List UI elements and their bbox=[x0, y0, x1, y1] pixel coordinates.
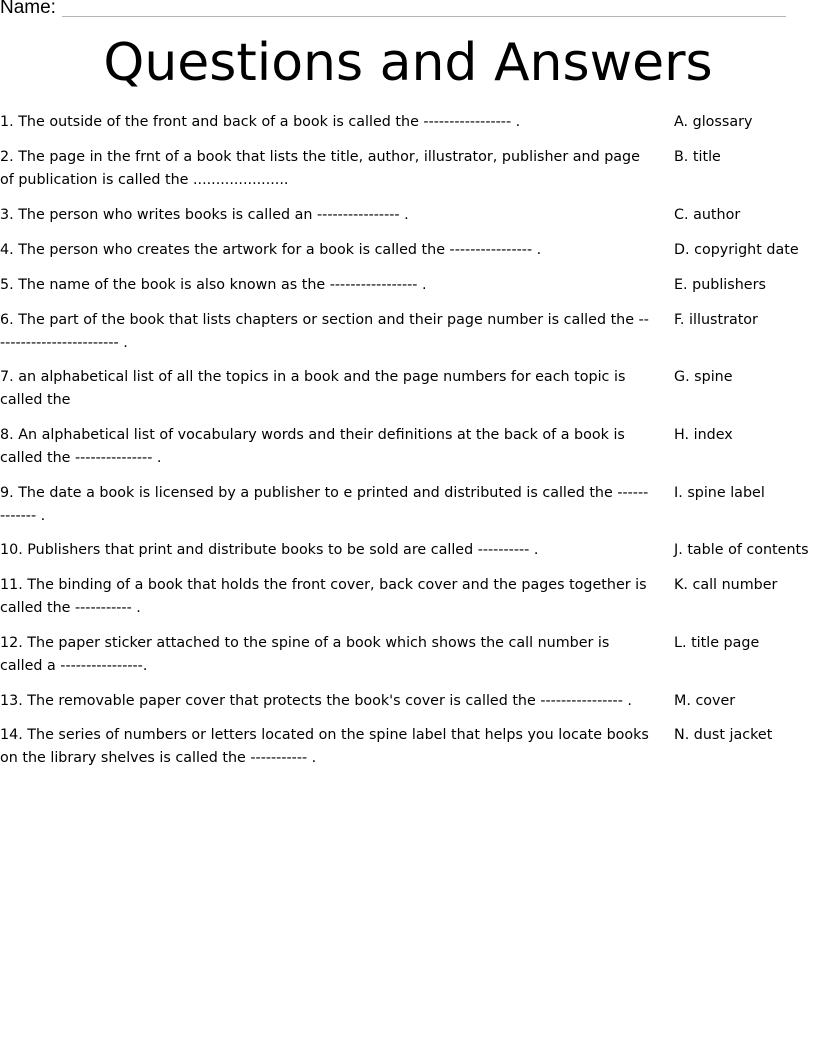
question-number: 8. bbox=[0, 427, 14, 443]
question-4 bbox=[0, 239, 652, 262]
question-number: 1. bbox=[0, 114, 14, 130]
question-11 bbox=[0, 574, 652, 620]
answer-text: title page bbox=[691, 635, 760, 651]
answer-a bbox=[674, 111, 816, 134]
answer-letter: G. bbox=[674, 369, 690, 385]
name-label: Name: bbox=[0, 0, 56, 18]
answer-l bbox=[674, 632, 816, 655]
answer-text: title bbox=[692, 149, 721, 165]
question-12 bbox=[0, 632, 652, 678]
page-title: Questions and Answers bbox=[103, 33, 713, 93]
question-1 bbox=[0, 111, 652, 134]
answer-letter: B. bbox=[674, 149, 689, 165]
question-text: The part of the book that lists chapters or section and their page number is called the ------------------------- . bbox=[0, 312, 649, 351]
answer-text: spine bbox=[694, 369, 733, 385]
answer-letter: A. bbox=[674, 114, 689, 130]
answer-text: index bbox=[693, 427, 733, 443]
answer-letter: M. bbox=[674, 693, 691, 709]
answer-letter: D. bbox=[674, 242, 690, 258]
question-14 bbox=[0, 724, 652, 770]
question-text: An alphabetical list of vocabulary words and their definitions at the back of a book is called the --------------- . bbox=[0, 427, 625, 466]
question-13 bbox=[0, 690, 652, 713]
question-6 bbox=[0, 309, 652, 355]
question-7 bbox=[0, 366, 652, 412]
question-8 bbox=[0, 424, 652, 470]
question-number: 4. bbox=[0, 242, 14, 258]
question-text: The binding of a book that holds the front cover, back cover and the pages together is called the ----------- . bbox=[0, 577, 647, 616]
answer-text: copyright date bbox=[694, 242, 799, 258]
question-number: 10. bbox=[0, 542, 23, 558]
question-number: 2. bbox=[0, 149, 14, 165]
answer-e bbox=[674, 274, 816, 297]
answer-m bbox=[674, 690, 816, 713]
question-number: 13. bbox=[0, 693, 23, 709]
answer-c bbox=[674, 204, 816, 227]
answer-g bbox=[674, 366, 816, 389]
answer-letter: H. bbox=[674, 427, 690, 443]
question-text: The series of numbers or letters located on the spine label that helps you locate books on the library shelves is called the ----------- . bbox=[0, 727, 649, 766]
question-text: The person who writes books is called an ---------------- . bbox=[18, 207, 409, 223]
question-9 bbox=[0, 482, 652, 528]
question-text: The date a book is licensed by a publisher to e printed and distributed is called the ------------- . bbox=[0, 485, 649, 524]
question-number: 7. bbox=[0, 369, 14, 385]
question-3 bbox=[0, 204, 652, 227]
answer-letter: F. bbox=[674, 312, 685, 328]
answer-text: cover bbox=[695, 693, 736, 709]
question-2 bbox=[0, 146, 652, 192]
answer-letter: L. bbox=[674, 635, 687, 651]
question-text: The page in the frnt of a book that lists the title, author, illustrator, publisher and page of publication is called the ..................... bbox=[0, 149, 640, 188]
answer-text: author bbox=[693, 207, 741, 223]
answer-text: table of contents bbox=[687, 542, 809, 558]
answer-letter: K. bbox=[674, 577, 688, 593]
answer-j bbox=[674, 539, 816, 562]
question-text: Publishers that print and distribute books to be sold are called ---------- . bbox=[27, 542, 539, 558]
answer-k bbox=[674, 574, 816, 597]
answer-d bbox=[674, 239, 816, 262]
answer-i bbox=[674, 482, 816, 505]
answer-text: call number bbox=[692, 577, 778, 593]
question-10 bbox=[0, 539, 652, 562]
question-number: 14. bbox=[0, 727, 23, 743]
question-5 bbox=[0, 274, 652, 297]
answer-f bbox=[674, 309, 816, 332]
question-number: 9. bbox=[0, 485, 14, 501]
question-text: The paper sticker attached to the spine of a book which shows the call number is called a ----------------. bbox=[0, 635, 610, 674]
question-number: 12. bbox=[0, 635, 23, 651]
question-number: 5. bbox=[0, 277, 14, 293]
question-text: The removable paper cover that protects the book's cover is called the ---------------- . bbox=[27, 693, 632, 709]
question-number: 3. bbox=[0, 207, 14, 223]
answer-text: illustrator bbox=[689, 312, 758, 328]
question-text: The outside of the front and back of a book is called the ----------------- . bbox=[18, 114, 521, 130]
question-number: 6. bbox=[0, 312, 14, 328]
answer-letter: I. bbox=[674, 485, 683, 501]
answer-letter: E. bbox=[674, 277, 688, 293]
answer-letter: C. bbox=[674, 207, 689, 223]
question-text: an alphabetical list of all the topics in a book and the page numbers for each topic is called the bbox=[0, 369, 626, 408]
question-number: 11. bbox=[0, 577, 23, 593]
question-text: The person who creates the artwork for a book is called the ---------------- . bbox=[18, 242, 542, 258]
answer-letter: J. bbox=[674, 542, 683, 558]
answer-text: dust jacket bbox=[693, 727, 773, 743]
answer-h bbox=[674, 424, 816, 447]
question-text: The name of the book is also known as the ----------------- . bbox=[18, 277, 427, 293]
answer-text: spine label bbox=[687, 485, 765, 501]
answer-letter: N. bbox=[674, 727, 690, 743]
answer-b bbox=[674, 146, 816, 169]
answer-text: publishers bbox=[692, 277, 766, 293]
answer-n bbox=[674, 724, 816, 747]
answer-text: glossary bbox=[692, 114, 753, 130]
